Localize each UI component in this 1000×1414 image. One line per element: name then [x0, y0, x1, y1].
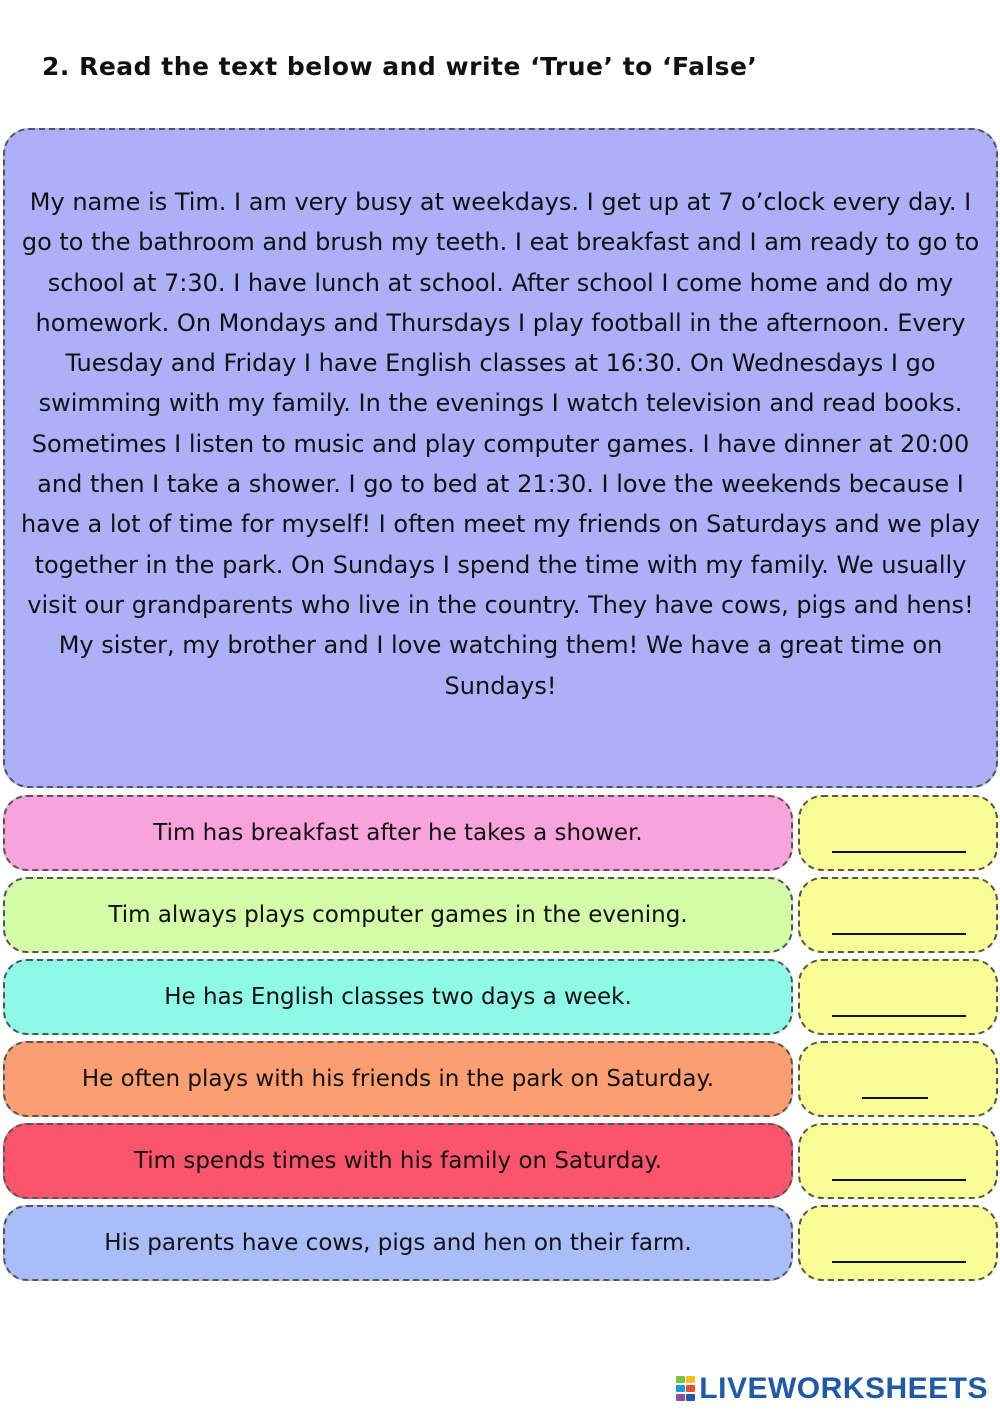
- reading-passage-text: My name is Tim. I am very busy at weekdays. I get up at 7 o’clock every day. I go to the bathroom and brush my teeth. I eat breakfast and I am ready to go to school at 7:30. I have lunch at school. After school I come home and do my homework. On Mondays and Thursdays I play football in the afternoon. Every Tuesday and Friday I have English classes at 16:30. On Wednesdays I go swimming with my family. In the evenings I watch television and read books. Sometimes I listen to music and play computer games. I have dinner at 20:00 and then I take a shower. I go to bed at 21:30. I love the weekends because I have a lot of time for myself! I often meet my friends on Saturdays and we play together in the park. On Sundays I spend the time with my family. We usually visit our grandparents who live in the country. They have cows, pigs and hens! My sister, my brother and I love watching them! We have a great time on Sundays!: [20, 188, 981, 700]
- answer-blank-line: [832, 1179, 966, 1181]
- answer-blank-line: [862, 1097, 928, 1099]
- liveworksheets-logo-icon: [676, 1376, 696, 1402]
- statement-4: [3, 1041, 793, 1117]
- statement-6: [3, 1205, 793, 1281]
- statement-1: [3, 795, 793, 871]
- statement-text: He often plays with his friends in the park on Saturday.: [81, 1066, 715, 1092]
- answer-field-6[interactable]: [798, 1205, 998, 1281]
- liveworksheets-logo[interactable]: [676, 1372, 988, 1406]
- statement-text: His parents have cows, pigs and hen on their farm.: [104, 1230, 692, 1256]
- answer-blank-line: [832, 1261, 966, 1263]
- answer-blank-line: [832, 851, 966, 853]
- instruction-heading: 2. Read the text below and write ‘True’ to ‘False’: [42, 52, 758, 81]
- statement-3: [3, 959, 793, 1035]
- answer-field-4[interactable]: [798, 1041, 998, 1117]
- answer-field-3[interactable]: [798, 959, 998, 1035]
- statement-5: [3, 1123, 793, 1199]
- logo-text: LIVEWORKSHEETS: [699, 1372, 988, 1405]
- answer-field-1[interactable]: [798, 795, 998, 871]
- statement-text: Tim spends times with his family on Saturday.: [133, 1148, 663, 1174]
- answer-blank-line: [832, 1015, 966, 1017]
- answer-field-5[interactable]: [798, 1123, 998, 1199]
- statement-text: He has English classes two days a week.: [164, 984, 632, 1010]
- statement-text: Tim always plays computer games in the evening.: [108, 902, 688, 928]
- statement-text: Tim has breakfast after he takes a shower.: [153, 820, 643, 846]
- reading-passage-box: [3, 128, 998, 788]
- answer-blank-line: [832, 933, 966, 935]
- answer-field-2[interactable]: [798, 877, 998, 953]
- statement-2: [3, 877, 793, 953]
